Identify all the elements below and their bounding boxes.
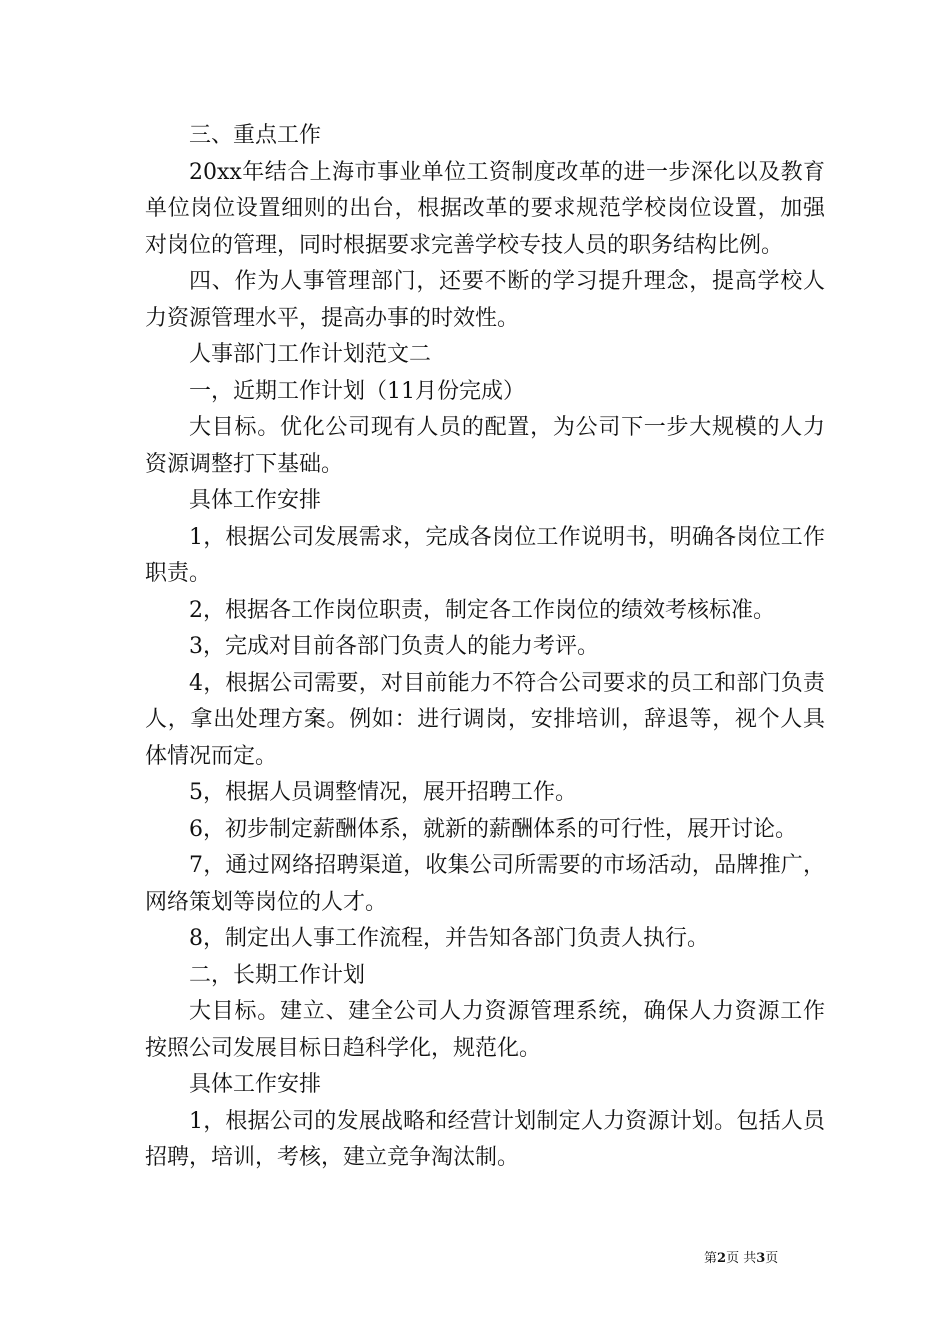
paragraph-short-term-goal: 大目标。优化公司现有人员的配置，为公司下一步大规模的人力资源调整打下基础。: [145, 415, 825, 477]
list-item-8: 8，制定出人事工作流程，并告知各部门负责人执行。: [189, 926, 709, 951]
list-item-4: 4，根据公司需要，对目前能力不符合公司要求的员工和部门负责人，拿出处理方案。例如：进行调岗，安排培训，辞退等，视个人具体情况而定。: [145, 670, 825, 769]
heading-key-work: 三、重点工作: [189, 123, 322, 148]
list-item-7: 7，通过网络招聘渠道，收集公司所需要的市场活动，品牌推广，网络策划等岗位的人才。: [145, 853, 825, 915]
footer-suffix: 页: [765, 1251, 779, 1266]
footer-middle: 页 共: [726, 1251, 757, 1266]
heading-long-term-plan: 二，长期工作计划: [189, 962, 366, 988]
list-item-long-1: 1，根据公司的发展战略和经营计划制定人力资源计划。包括人员招聘，培训，考核，建立竞争淘汰制。: [145, 1108, 825, 1170]
footer-prefix: 第: [704, 1251, 718, 1266]
paragraph-long-term-goal: 大目标。建立、建全公司人力资源管理系统，确保人力资源工作按照公司发展目标日趋科学化，规范化。: [145, 999, 825, 1061]
heading-sample-two: 人事部门工作计划范文二: [189, 342, 432, 367]
list-item-2: 2，根据各工作岗位职责，制定各工作岗位的绩效考核标准。: [189, 597, 775, 623]
heading-short-term-plan: 一，近期工作计划（11月份完成）: [189, 378, 525, 404]
paragraph-salary-reform: 20xx年结合上海市事业单位工资制度改革的进一步深化以及教育单位岗位设置细则的出台，根据改革的要求规范学校岗位设置，加强对岗位的管理，同时根据要求完善学校专技人员的职务结构比例。: [145, 159, 825, 258]
list-item-6: 6，初步制定薪酬体系，就新的薪酬体系的可行性，展开讨论。: [189, 816, 797, 842]
list-item-5: 5，根据人员调整情况，展开招聘工作。: [189, 780, 577, 805]
footer-total-pages: 3: [756, 1251, 766, 1266]
paragraph-hr-department: 四、作为人事管理部门，还要不断的学习提升理念，提高学校人力资源管理水平，提高办事的时效性。: [145, 269, 825, 331]
list-item-3: 3，完成对目前各部门负责人的能力考评。: [189, 634, 599, 659]
footer-current-page: 2: [717, 1251, 727, 1266]
document-body: [145, 118, 825, 1177]
list-item-1: 1，根据公司发展需求，完成各岗位工作说明书，明确各岗位工作职责。: [145, 524, 825, 586]
page-footer: [704, 1247, 778, 1266]
heading-work-arrangement-2: 具体工作安排: [189, 1072, 322, 1097]
heading-work-arrangement: 具体工作安排: [189, 488, 322, 513]
